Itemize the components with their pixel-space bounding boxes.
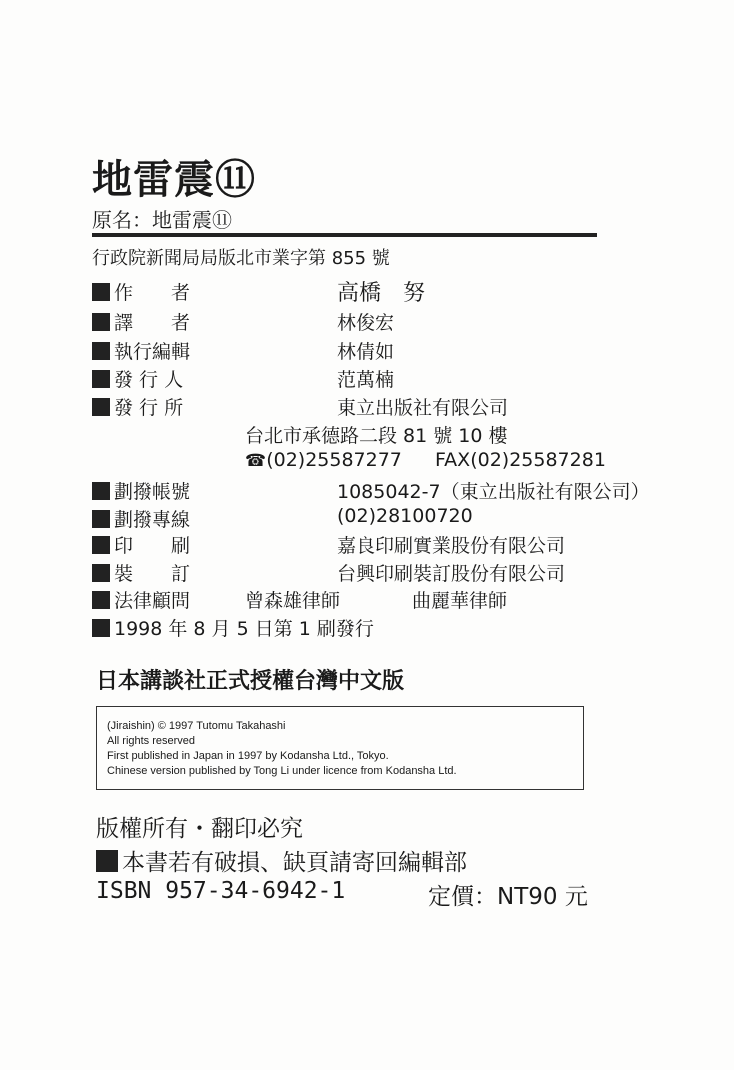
credit-row-postal-account: [92, 477, 650, 504]
publisher-address: 台北市承德路二段 81 號 10 樓: [245, 425, 508, 447]
first-print-date: 1998 年 8 月 5 日第 1 刷發行: [114, 618, 374, 640]
square-bullet-icon: [92, 510, 110, 528]
phone-icon: ☎: [245, 451, 267, 471]
copyright-line: Chinese version published by Tong Li under licence from Kodansha Ltd.: [107, 765, 457, 777]
copyright-box: [96, 706, 584, 790]
credit-value: 台興印刷裝訂股份有限公司: [337, 563, 566, 585]
credit-value-2: 曲麗華律師: [412, 590, 508, 612]
credit-row-printer: [92, 531, 566, 558]
square-bullet-icon: [92, 591, 110, 609]
credit-value: 嘉良印刷實業股份有限公司: [337, 535, 566, 557]
square-bullet-icon: [92, 370, 110, 388]
credit-label: 劃撥帳號: [114, 481, 191, 503]
first-print-row: [92, 614, 374, 641]
credit-label: 發 行 人: [114, 369, 184, 391]
publisher-fax: FAX(02)25587281: [435, 449, 606, 471]
credit-row-binder: [92, 559, 566, 586]
credit-label: 印 刷: [114, 535, 191, 557]
damage-notice-row: [96, 844, 467, 877]
credit-value: 高橋 努: [337, 281, 426, 306]
credit-row-legal: [92, 586, 572, 613]
credit-value: 范萬楠: [337, 369, 395, 391]
credit-label: 執行編輯: [114, 341, 191, 363]
credit-value: 東立出版社有限公司: [337, 397, 509, 419]
credit-row-editor: [92, 337, 395, 364]
isbn: ISBN 957-34-6942-1: [96, 878, 346, 904]
original-name: 原名：地雷震⑪: [92, 208, 232, 232]
publisher-phone: (02)25587277: [266, 449, 402, 471]
square-bullet-icon: [92, 564, 110, 582]
square-bullet-icon: [92, 482, 110, 500]
credit-label: 劃撥專線: [114, 509, 191, 531]
copyright-line: (Jiraishin) © 1997 Tutomu Takahashi: [107, 720, 286, 732]
price: 定價：NT90 元: [428, 884, 588, 910]
publisher-contact: [245, 449, 606, 471]
copyright-line: First published in Japan in 1997 by Kodansha Ltd., Tokyo.: [107, 750, 389, 762]
credit-row-author: [92, 278, 426, 306]
credit-value: 林俊宏: [337, 312, 395, 334]
credit-label: 法律顧問: [114, 590, 191, 612]
title-rule: [92, 233, 597, 237]
copyright-line: All rights reserved: [107, 735, 196, 747]
square-bullet-icon: [92, 342, 110, 360]
credit-row-translator: [92, 308, 395, 335]
license-note: 日本講談社正式授權台灣中文版: [96, 669, 405, 694]
credit-row-issuer: [92, 365, 395, 392]
damage-notice: 本書若有破損、缺頁請寄回編輯部: [122, 850, 467, 876]
credit-label: 裝 訂: [114, 563, 191, 585]
credit-value: 曾森雄律師: [245, 590, 341, 612]
credit-value: (02)28100720: [337, 505, 473, 527]
square-bullet-icon: [96, 850, 118, 872]
registration-number: 行政院新聞局局版北市業字第 855 號: [92, 248, 390, 269]
credit-row-publisher: [92, 393, 509, 420]
square-bullet-icon: [92, 398, 110, 416]
square-bullet-icon: [92, 536, 110, 554]
square-bullet-icon: [92, 313, 110, 331]
credit-label: 作 者: [114, 282, 191, 304]
credit-label: 發 行 所: [114, 397, 184, 419]
square-bullet-icon: [92, 283, 110, 301]
square-bullet-icon: [92, 619, 110, 637]
credit-value: 1085042-7（東立出版社有限公司）: [337, 481, 650, 503]
credit-row-postal-line: [92, 505, 473, 532]
credit-label: 譯 者: [114, 312, 191, 334]
rights-reserved: 版權所有・翻印必究: [96, 816, 303, 842]
book-title: 地雷震⑪: [92, 157, 256, 203]
credit-value: 林倩如: [337, 341, 395, 363]
